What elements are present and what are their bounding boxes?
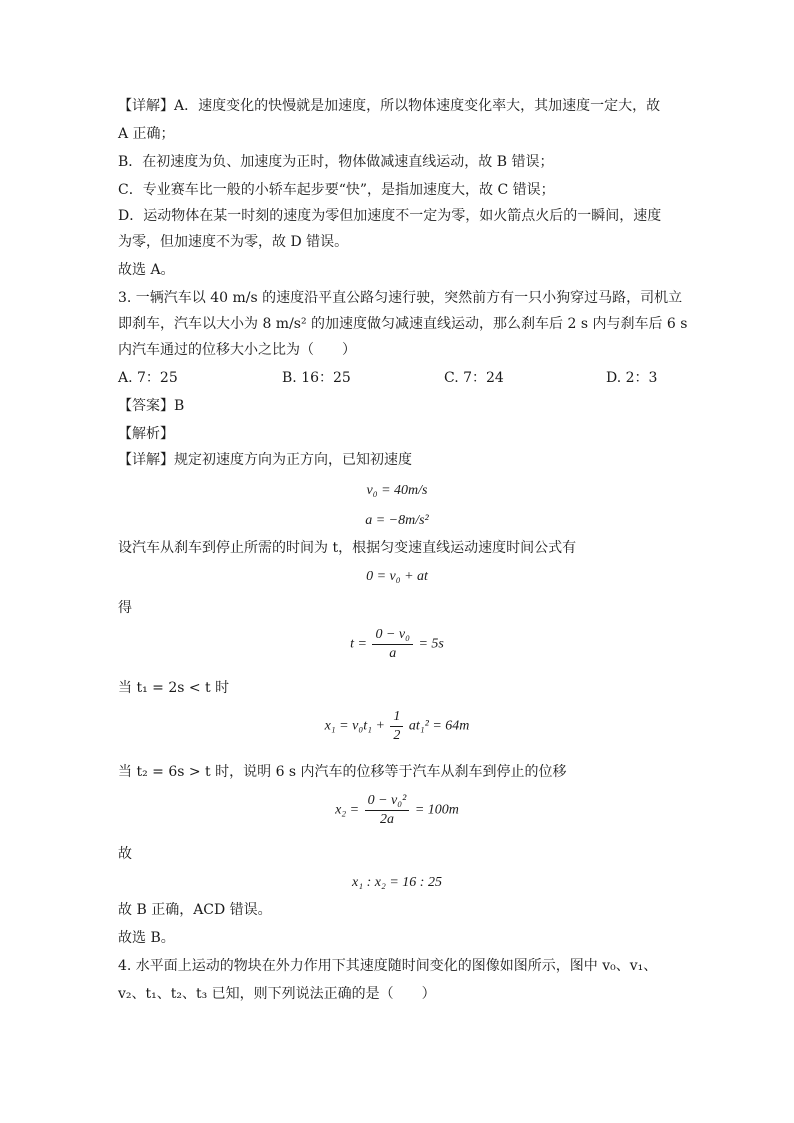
text-b-correct: 故 B 正确，ACD 错误。 — [118, 902, 272, 918]
detail-line-3: B．在初速度为负、加速度为正时，物体做减速直线运动，故 B 错误； — [118, 154, 554, 170]
text-gu: 故 — [118, 846, 132, 862]
detail-line-6: 为零，但加速度不为零，故 D 错误。 — [118, 234, 349, 250]
equation-x1-denominator: 2 — [393, 728, 401, 743]
answer-line: 【答案】B — [118, 398, 185, 414]
equation-t — [0, 626, 794, 663]
question-3-line-1: 3. 一辆汽车以 40 m/s 的速度沿平直公路匀速行驶，突然前方有一只小狗穿过马路，司机立 — [118, 290, 683, 306]
question-3-line-3: 内汽车通过的位移大小之比为（ ） — [118, 342, 356, 358]
question-4-line-2: v₂、t₁、t₂、t₃ 已知，则下列说法正确的是（ ） — [118, 986, 436, 1002]
equation-t-fraction — [372, 626, 413, 663]
equation-t-numerator: 0 − v₀ — [372, 626, 413, 645]
analysis-heading: 【解析】 — [118, 426, 174, 442]
equation-x1-numerator: 1 — [390, 708, 403, 727]
option-d: D. 2：3 — [606, 370, 658, 386]
question-4-line-1: 4. 水平面上运动的物块在外力作用下其速度随时间变化的图像如图所示，图中 v₀、v₁、 — [118, 958, 658, 974]
equation-t-lhs: t = — [350, 636, 367, 652]
detail-line-2: A 正确； — [118, 126, 175, 142]
text-choose-b: 故选 B。 — [118, 930, 175, 946]
text-t2-case: 当 t₂ = 6s > t 时，说明 6 s 内汽车的位移等于汽车从刹车到停止的位移 — [118, 764, 567, 780]
text-stop-time: 设汽车从刹车到停止所需的时间为 t，根据匀变速直线运动速度时间公式有 — [118, 540, 577, 556]
text-t1-case: 当 t₁ = 2s < t 时 — [118, 680, 230, 696]
equation-x2-lhs: x₂ = — [335, 802, 360, 818]
conclusion-line: 故选 A。 — [118, 262, 175, 278]
option-a: A. 7：25 — [118, 370, 178, 386]
equation-a: a = −8m/s² — [365, 513, 429, 528]
equation-x2-denominator: 2a — [379, 812, 394, 827]
equation-t-rhs: = 5s — [418, 636, 444, 652]
equation-x2-fraction — [365, 792, 410, 829]
equation-t-denominator: a — [389, 646, 397, 661]
equation-x1 — [0, 708, 794, 745]
detail-line-4: C．专业赛车比一般的小轿车起步要“快”，是指加速度大，故 C 错误； — [118, 182, 555, 198]
equation-x1-fraction — [390, 708, 403, 745]
equation-x2-rhs: = 100m — [414, 802, 459, 818]
equation-x1-rhs: at₁² = 64m — [408, 718, 470, 734]
option-c: C. 7：24 — [444, 370, 504, 386]
question-3-line-2: 即刹车，汽车以大小为 8 m/s² 的加速度做匀减速直线运动，那么刹车后 2 s 内与刹车后 6 s — [118, 316, 688, 332]
equation-velocity: 0 = v₀ + at — [366, 569, 428, 584]
equation-v0: v₀ = 40m/s — [366, 483, 428, 498]
detail-heading: 【详解】规定初速度方向为正方向，已知初速度 — [118, 452, 412, 468]
text-de: 得 — [118, 600, 132, 616]
detail-line-1: 【详解】A．速度变化的快慢就是加速度，所以物体速度变化率大，其加速度一定大，故 — [118, 98, 661, 114]
equation-x1-lhs: x₁ = v₀t₁ + — [324, 718, 385, 734]
option-b: B. 16：25 — [282, 370, 351, 386]
equation-x2-numerator: 0 − v₀² — [365, 792, 410, 811]
detail-line-5: D．运动物体在某一时刻的速度为零但加速度不一定为零，如火箭点火后的一瞬间，速度 — [118, 208, 662, 224]
equation-ratio: x₁ : x₂ = 16 : 25 — [352, 875, 442, 890]
equation-x2 — [0, 792, 794, 829]
